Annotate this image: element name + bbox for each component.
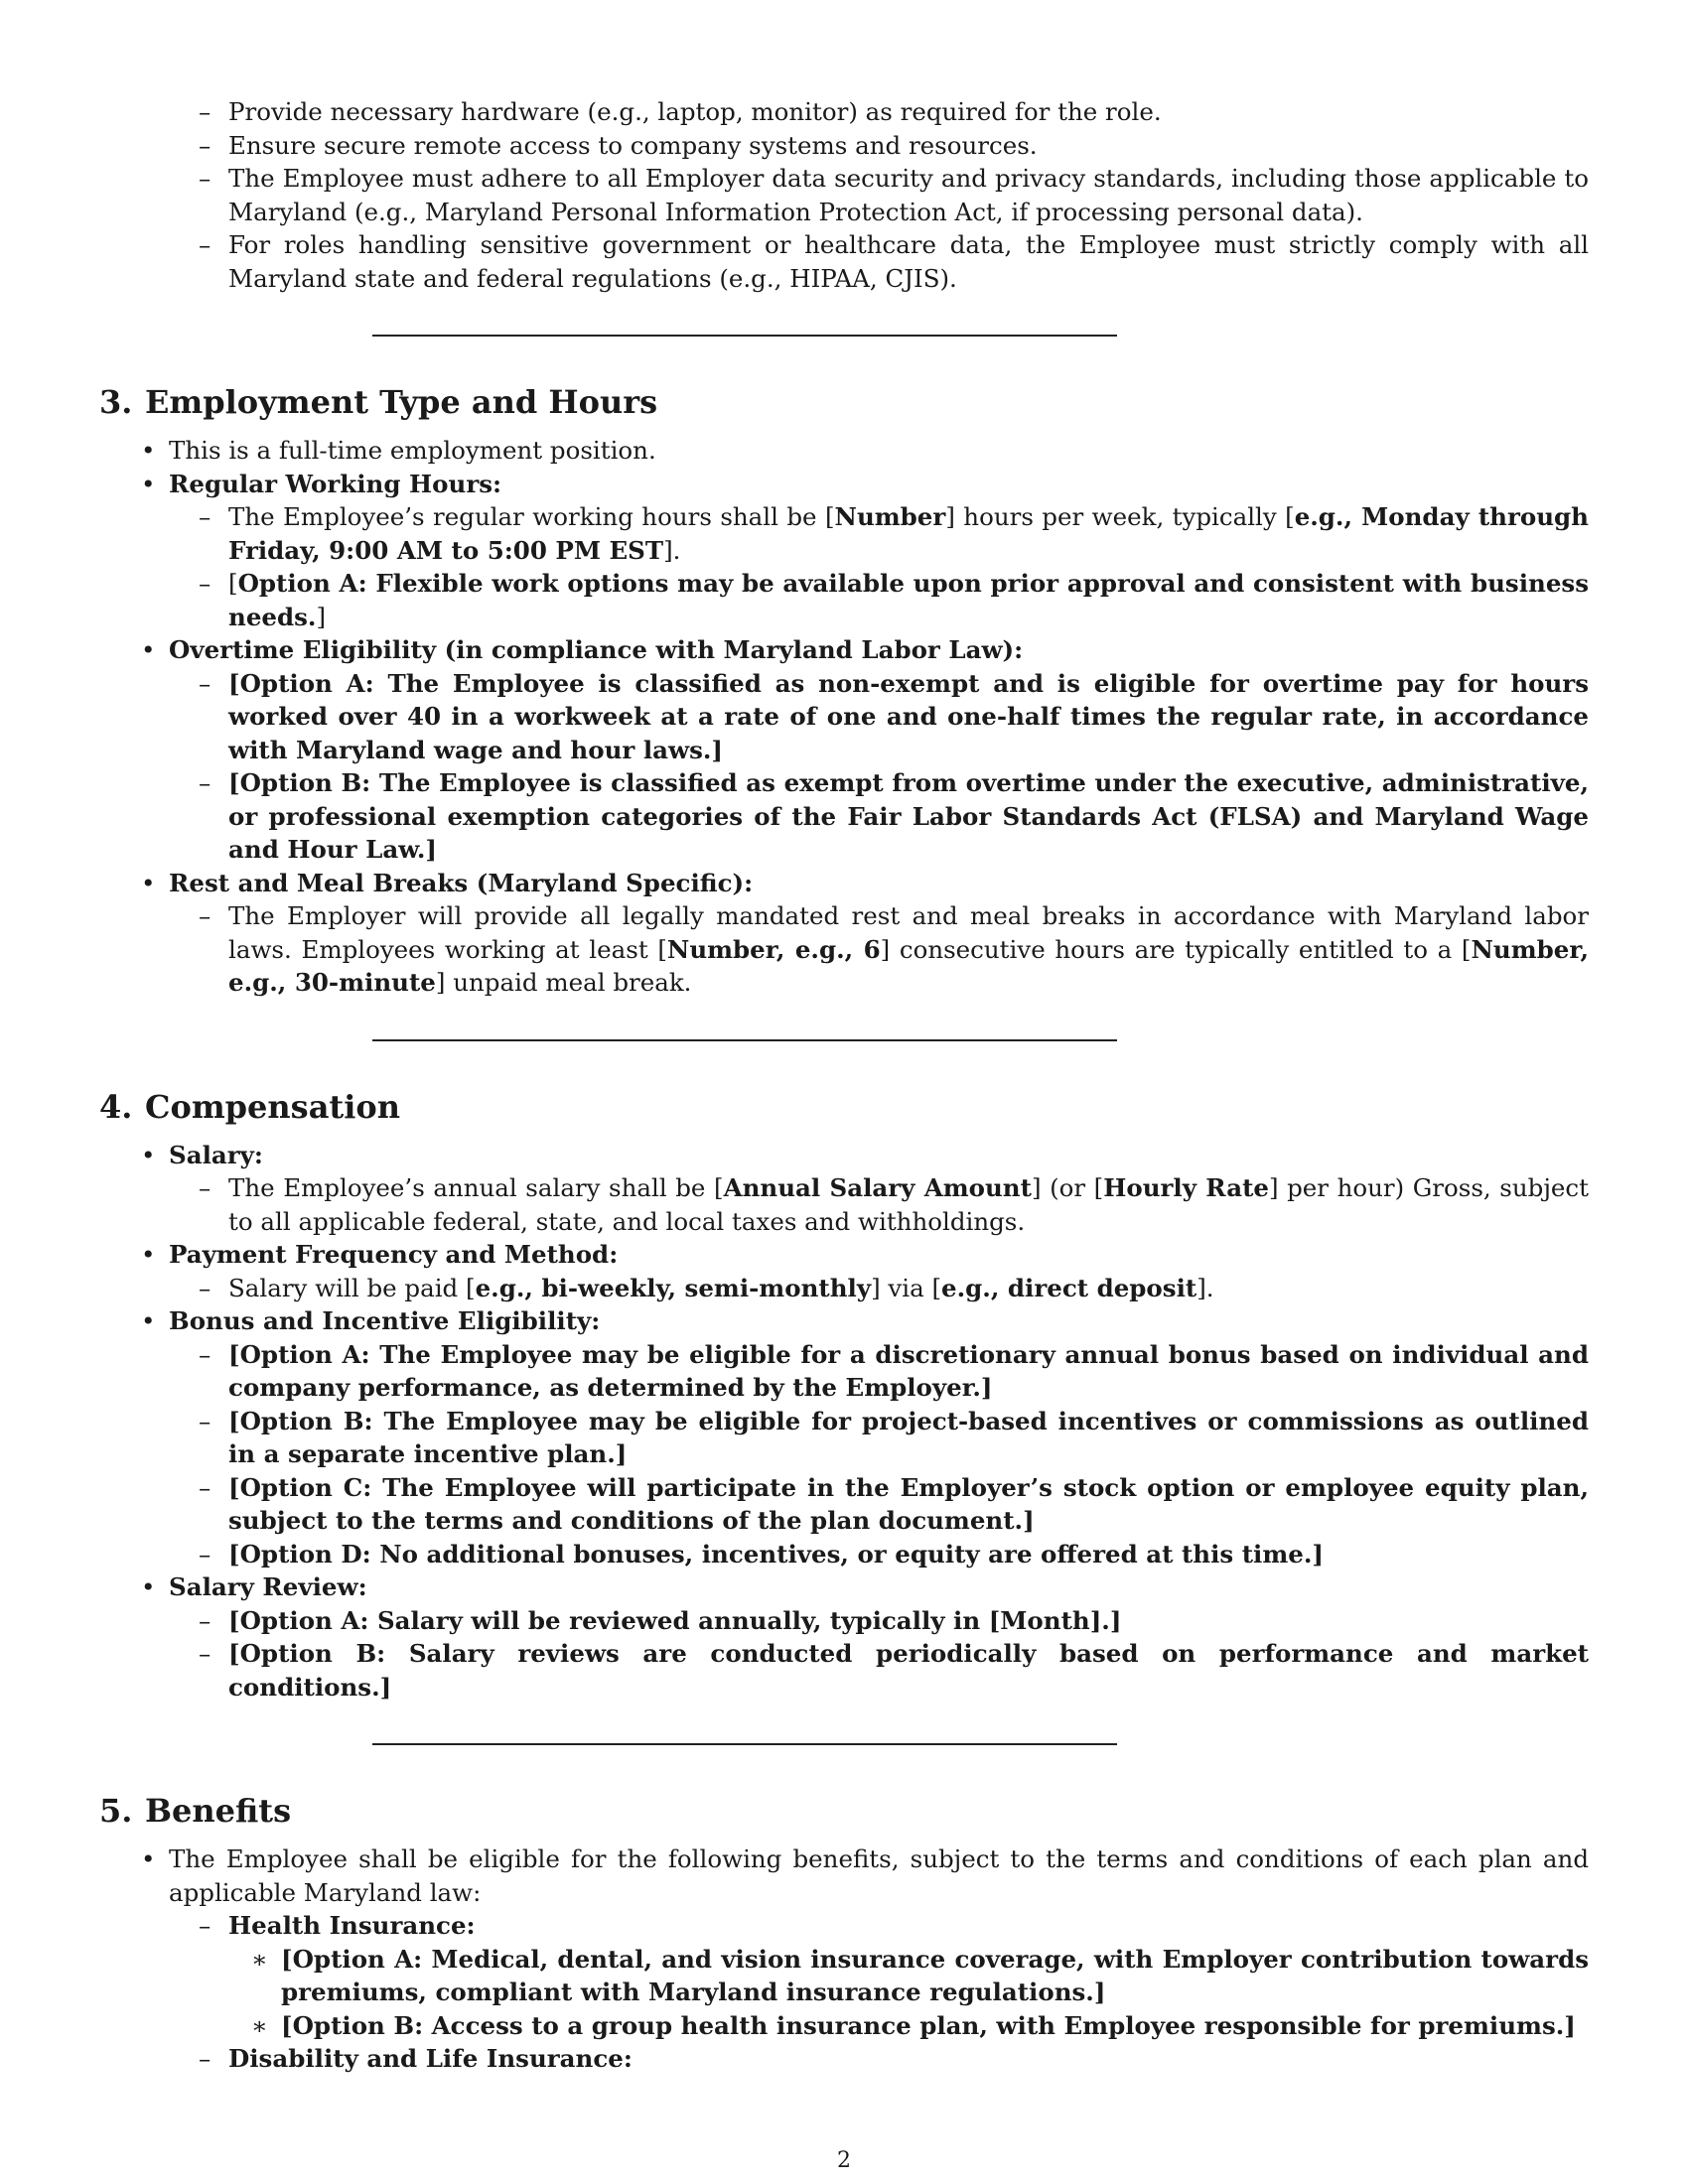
list-item: – The Employee’s annual salary shall be [Annual Salary Amount] (or [Hourly Rate] per hour) Gross, subject to all applicable federal, state, and local taxes and withholdings. <box>199 1173 1589 1236</box>
section-divider <box>372 335 1117 337</box>
page-number: 2 <box>837 2148 851 2173</box>
list-item: – [Option B: The Employee may be eligible for project-based incentives or commissions as outlined in a separate incentive plan.] <box>199 1406 1589 1468</box>
list-item: – [Option A: Salary will be reviewed annually, typically in [Month].] <box>199 1605 1122 1635</box>
list-item: – Ensure secure remote access to company systems and resources. <box>199 130 1038 160</box>
list-item: – The Employee must adhere to all Employer data security and privacy standards, including those applicable to Maryland (e.g., Maryland Personal Information Protection Act, if processing personal data). <box>199 164 1589 226</box>
remote-work-list <box>99 95 1589 295</box>
list-item: – Provide necessary hardware (e.g., laptop, monitor) as required for the role. <box>199 97 1162 126</box>
list-item: – The Employer will provide all legally mandated rest and meal breaks in accordance with Maryland labor laws. Employees working at least [Number, e.g., 6] consecutive hours are typically entitled to a [Number, e.g., 30-minute] unpaid meal break. <box>199 901 1590 997</box>
list-item: • Overtime Eligibility (in compliance with Maryland Labor Law): – [Option A: The Employee is classified as non-exempt and is eligible for overtime pay for hours worked over 40 in a workweek at a rate of one and one-half times the regular rate, in accordance with Maryland wage and hour laws.] – [Option B: The Employee is classified as exempt from overtime under the executive, administrative, or professional exemption categories of the Fair Labor Standards Act (FLSA) and Maryland Wage and Hour Law.] <box>99 633 1589 867</box>
list-item: • Payment Frequency and Method: – Salary will be paid [e.g., bi-weekly, semi-monthly] via [e.g., direct deposit]. <box>99 1238 1589 1304</box>
list-item: – Salary will be paid [e.g., bi-weekly, semi-monthly] via [e.g., direct deposit]. <box>199 1273 1214 1302</box>
compensation-list <box>99 1139 1589 1705</box>
list-item: • The Employee shall be eligible for the following benefits, subject to the terms and conditions of each plan and applicable Maryland law: – Health Insurance: ∗ [Option A: Medical, dental, and vision insurance coverage, with Employer contribution towards premiums, compliant with Maryland insurance regulations.] ∗ [Option B: Access to a group health insurance plan, with Employee responsible for premiums.] – Disability and Life Insurance: <box>99 1843 1589 2076</box>
section-divider <box>372 1039 1117 1041</box>
list-item: – [Option B: The Employee is classified as exempt from overtime under the executive, administrative, or professional exemption categories of the Fair Labor Standards Act (FLSA) and Maryland Wage and Hour Law.] <box>199 768 1589 864</box>
benefits-list <box>99 1843 1589 2076</box>
list-item: – Health Insurance: ∗ [Option A: Medical, dental, and vision insurance coverage, with Employer contribution towards premiums, compliant with Maryland insurance regulations.] ∗ [Option B: Access to a group health insurance plan, with Employee responsible for premiums.] <box>99 1909 1589 2042</box>
list-item: • Regular Working Hours: – The Employee’s regular working hours shall be [Number] hours per week, typically [e.g., Monday through Friday, 9:00 AM to 5:00 PM EST]. – [Option A: Flexible work options may be available upon prior approval and consistent with business needs.] <box>99 468 1589 634</box>
list-item: • This is a full-time employment position. <box>141 436 656 465</box>
list-item: – [Option A: The Employee may be eligible for a discretionary annual bonus based on individual and company performance, as determined by the Employer.] <box>199 1339 1589 1402</box>
section-heading-benefits: 5. Benefits <box>99 1792 292 1830</box>
list-item: • Salary Review: – [Option A: Salary will be reviewed annually, typically in [Month].] – [Option B: Salary reviews are conducted periodically based on performance and market conditions.] <box>99 1570 1589 1704</box>
list-item: ∗ [Option B: Access to a group health insurance plan, with Employee responsible for premiums.] <box>251 2010 1576 2040</box>
section-heading-compensation: 4. Compensation <box>99 1087 400 1126</box>
employment-list <box>99 434 1589 1000</box>
page-content <box>99 95 1589 2076</box>
list-item: – For roles handling sensitive government or healthcare data, the Employee must strictly comply with all Maryland state and federal regulations (e.g., HIPAA, CJIS). <box>199 230 1589 293</box>
list-item: – Disability and Life Insurance: <box>199 2044 633 2073</box>
list-item: ∗ [Option A: Medical, dental, and vision insurance coverage, with Employer contribution towards premiums, compliant with Maryland insurance regulations.] <box>251 1944 1589 2006</box>
list-item: • Rest and Meal Breaks (Maryland Specific): – The Employer will provide all legally mandated rest and meal breaks in accordance with Maryland labor laws. Employees working at least [Number, e.g., 6] consecutive hours are typically entitled to a [Number, e.g., 30-minute] unpaid meal break. <box>99 867 1589 1000</box>
list-item: – [Option C: The Employee will participate in the Employer’s stock option or employee equity plan, subject to the terms and conditions of the plan document.] <box>199 1472 1589 1535</box>
list-item: – [Option B: Salary reviews are conducted periodically based on performance and market conditions.] <box>199 1639 1589 1702</box>
list-item: – [Option D: No additional bonuses, incentives, or equity are offered at this time.] <box>199 1539 1324 1569</box>
section-divider <box>372 1743 1117 1745</box>
list-item: – [Option A: The Employee is classified as non-exempt and is eligible for overtime pay for hours worked over 40 in a workweek at a rate of one and one-half times the regular rate, in accordance with Maryland wage and hour laws.] <box>199 668 1589 764</box>
list-item: – [Option A: Flexible work options may be available upon prior approval and consistent with business needs.] <box>199 569 1589 631</box>
section-heading-employment: 3. Employment Type and Hours <box>99 383 658 421</box>
list-item: • Bonus and Incentive Eligibility: – [Option A: The Employee may be eligible for a discretionary annual bonus based on individual and company performance, as determined by the Employer.] – [Option B: The Employee may be eligible for project-based incentives or commissions as outlined in a separate incentive plan.] – [Option C: The Employee will participate in the Employer’s stock option or employee equity plan, subject to the terms and conditions of the plan document.] – [Option D: No additional bonuses, incentives, or equity are offered at this time.] <box>99 1304 1589 1570</box>
list-item: • Salary: – The Employee’s annual salary shall be [Annual Salary Amount] (or [Hourly Rate] per hour) Gross, subject to all applicable federal, state, and local taxes and withholdings. <box>99 1139 1589 1239</box>
list-item: – The Employee’s regular working hours shall be [Number] hours per week, typically [e.g., Monday through Friday, 9:00 AM to 5:00 PM EST]. <box>199 502 1589 565</box>
